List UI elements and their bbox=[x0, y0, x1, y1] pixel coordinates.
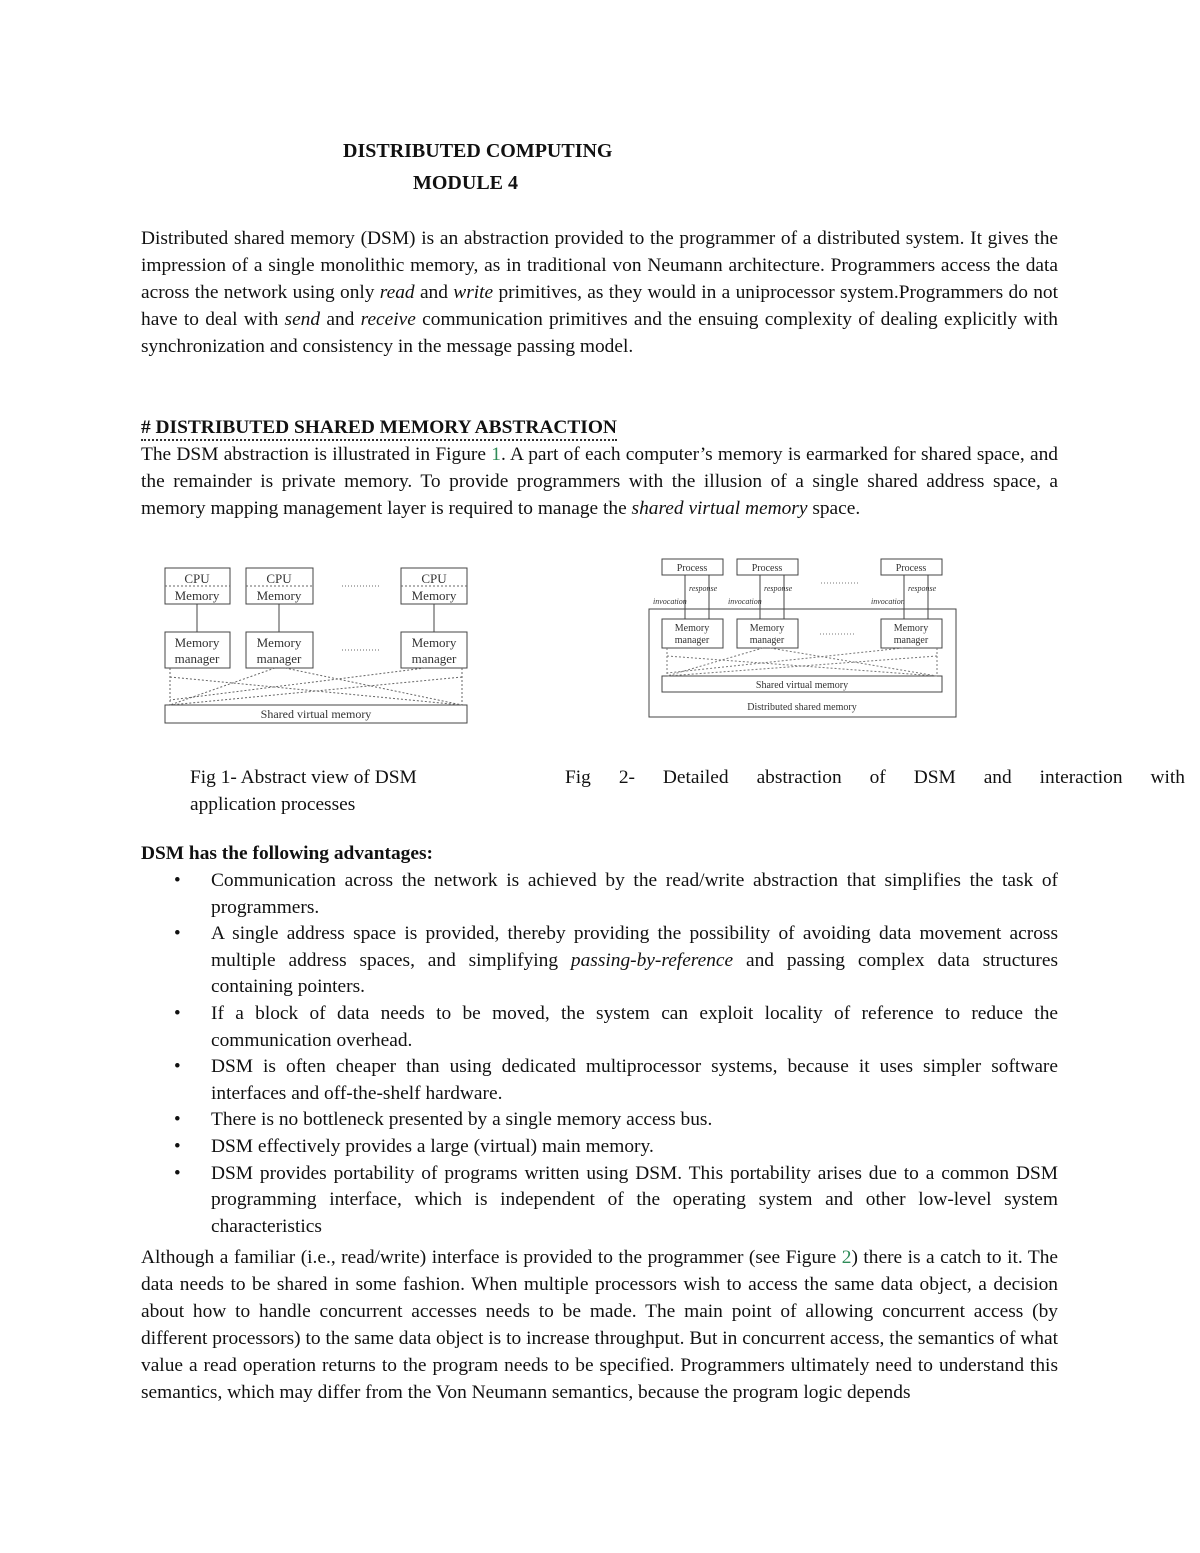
list-item: • DSM provides portability of programs written using DSM. This portability arises due to a common DSM programming interface, which is independent of the operating system and other low-level system characteristics bbox=[211, 1161, 1058, 1241]
module-label: MODULE 4 bbox=[413, 172, 518, 194]
fig2-invocation-label: invocation bbox=[653, 597, 687, 606]
fig1-mm-label: Memory bbox=[256, 635, 302, 650]
figure-1-diagram bbox=[160, 562, 472, 728]
fig2-mm-label: Memory bbox=[749, 623, 785, 634]
fig1-memory-label: Memory bbox=[411, 588, 457, 603]
fig1-cpu-label: CPU bbox=[266, 571, 292, 586]
fig2-invocation-label: invocation bbox=[871, 597, 905, 606]
list-item: • If a block of data needs to be moved, the system can exploit locality of reference to reduce the communication overhead. bbox=[211, 1001, 1058, 1054]
section-heading: # DISTRIBUTED SHARED MEMORY ABSTRACTION bbox=[141, 417, 617, 441]
closing-paragraph: Although a familiar (i.e., read/write) interface is provided to the programmer (see Figure 2) there is a catch to it. The data needs to be shared in some fashion. When multiple processors wish to access the same data object, a decision about how to handle concurrent accesses needs to be made. The main point of allowing concurrent access (by different processors) to the same data object is to increase throughput. But in concurrent access, the semantics of what value a read operation returns to the program needs to be specified. Programmers ultimately need to understand this semantics, which may differ from the Von Neumann semantics, because the program logic depends bbox=[141, 1247, 1058, 1403]
advantages-heading: DSM has the following advantages: bbox=[141, 843, 433, 864]
fig2-invocation-label: invocation bbox=[728, 597, 762, 606]
fig2-process-label: Process bbox=[895, 563, 927, 574]
figure-1-caption-line1: Fig 1- Abstract view of DSM bbox=[190, 767, 417, 788]
fig1-svm-label: Shared virtual memory bbox=[260, 707, 372, 721]
fig2-response-label: response bbox=[764, 584, 793, 593]
fig1-memory-label: Memory bbox=[174, 588, 220, 603]
list-item: • Communication across the network is achieved by the read/write abstraction that simplifies the task of programmers. bbox=[211, 868, 1058, 921]
fig2-process-label: Process bbox=[676, 563, 708, 574]
fig2-mm-label: manager bbox=[893, 635, 929, 646]
fig2-dsm-label: Distributed shared memory bbox=[747, 702, 857, 713]
fig2-mm-label: manager bbox=[674, 635, 710, 646]
figure-1-caption-line2: application processes bbox=[190, 794, 356, 815]
fig2-response-label: response bbox=[689, 584, 718, 593]
fig2-mm-label: manager bbox=[749, 635, 785, 646]
fig2-mm-label: Memory bbox=[893, 623, 929, 634]
section-paragraph: The DSM abstraction is illustrated in Figure 1. A part of each computer’s memory is earmarked for shared space, and the remainder is private memory. To provide programmers with the illusion of a single shared address space, a memory mapping management layer is required to manage the shared virtual memory space. bbox=[141, 444, 1058, 519]
document-title: DISTRIBUTED COMPUTING bbox=[343, 140, 613, 162]
intro-paragraph: Distributed shared memory (DSM) is an abstraction provided to the programmer of a distributed system. It gives the impression of a single monolithic memory, as in traditional von Neumann architecture. Programmers access the data across the network using only read and write primitives, as they would in a uniprocessor system.Programmers do not have to deal with send and receive communication primitives and the ensuing complexity of dealing explicitly with synchronization and consistency in the message passing model. bbox=[141, 228, 1058, 357]
fig2-svm-label: Shared virtual memory bbox=[755, 680, 849, 691]
figure-2-diagram bbox=[645, 556, 960, 720]
fig1-mm-label: manager bbox=[256, 651, 302, 666]
advantages-list bbox=[141, 868, 1058, 1240]
fig1-mm-label: manager bbox=[411, 651, 457, 666]
fig2-response-label: response bbox=[908, 584, 937, 593]
list-item: • There is no bottleneck presented by a single memory access bus. bbox=[211, 1107, 1058, 1134]
fig1-cpu-label: CPU bbox=[184, 571, 210, 586]
fig1-mm-label: Memory bbox=[411, 635, 457, 650]
fig1-cpu-label: CPU bbox=[421, 571, 447, 586]
fig2-mm-label: Memory bbox=[674, 623, 710, 634]
fig1-mm-label: Memory bbox=[174, 635, 220, 650]
figure-2-caption: Fig 2- Detailed abstraction of DSM and interaction with bbox=[565, 767, 1185, 788]
list-item: • A single address space is provided, thereby providing the possibility of avoiding data movement across multiple address spaces, and simplifying passing-by-reference and passing complex data structures containing pointers. bbox=[211, 921, 1058, 1001]
figure-2-link[interactable]: 2 bbox=[841, 1247, 852, 1268]
fig1-mm-label: manager bbox=[174, 651, 220, 666]
fig1-memory-label: Memory bbox=[256, 588, 302, 603]
figure-1-link[interactable]: 1 bbox=[491, 444, 501, 465]
list-item: • DSM effectively provides a large (virtual) main memory. bbox=[211, 1134, 1058, 1161]
list-item: • DSM is often cheaper than using dedicated multiprocessor systems, because it uses simpler software interfaces and off-the-shelf hardware. bbox=[211, 1054, 1058, 1107]
fig2-process-label: Process bbox=[751, 563, 783, 574]
